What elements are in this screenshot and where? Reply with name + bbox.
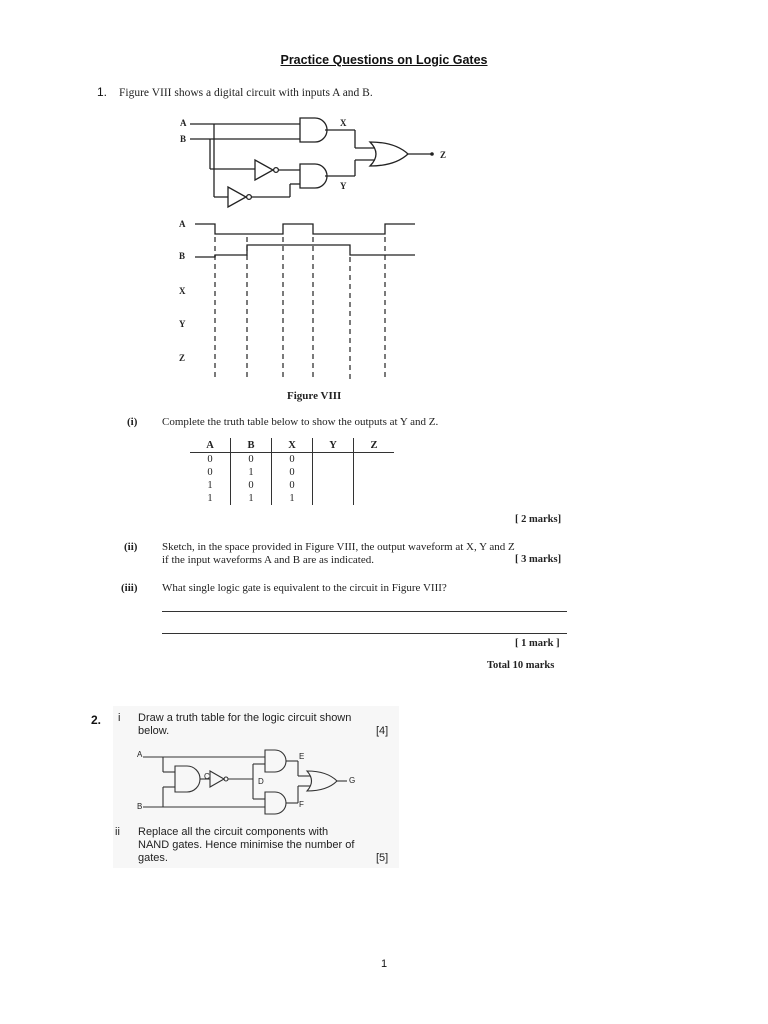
q2-part-ii-marks: [5] (376, 852, 389, 864)
q1-part-iii-marks: [ 1 mark ] (515, 638, 560, 649)
table-row (190, 466, 394, 479)
q2-number: 2. (91, 713, 102, 727)
tt-cell: 1 (207, 480, 213, 491)
q1-part-i-text: Complete the truth table below to show the outputs at Y and Z. (162, 416, 439, 428)
wave-label-z: Z (179, 353, 186, 363)
answer-line[interactable] (162, 611, 567, 612)
tt-cell-blank[interactable] (313, 492, 354, 505)
q1-part-i-marks: [ 2 marks] (515, 514, 562, 525)
q1-part-iii-text: What single logic gate is equivalent to the circuit in Figure VIII? (162, 582, 447, 594)
tt-header-a: A (190, 438, 231, 453)
page-title: Practice Questions on Logic Gates (280, 53, 488, 67)
q1-label-y: Y (340, 181, 347, 191)
q1-label-z: Z (440, 150, 447, 160)
q2-part-ii-label: ii (115, 826, 120, 838)
wave-label-b: B (179, 251, 186, 261)
q1-number: 1. (97, 85, 108, 99)
table-row (190, 492, 394, 505)
q2-label-g: G (349, 776, 356, 785)
q2-label-d: D (258, 777, 264, 786)
table-row (190, 479, 394, 492)
q2-label-c: C (204, 772, 210, 781)
tt-cell: 0 (272, 479, 313, 492)
q1-intro: Figure VIII shows a digital circuit with inputs A and B. (119, 87, 373, 99)
wave-label-y: Y (179, 319, 186, 329)
tt-cell-blank[interactable] (313, 453, 354, 467)
q2-label-b: B (137, 802, 143, 811)
q1-part-ii-label: (ii) (124, 541, 138, 553)
tt-cell: 0 (231, 479, 272, 492)
tt-header-z: Z (354, 438, 395, 453)
wave-label-a: A (179, 219, 186, 229)
q1-truth-table (190, 438, 394, 505)
q1-total-marks: Total 10 marks (487, 660, 555, 671)
tt-cell: 0 (272, 466, 313, 479)
figure-caption: Figure VIII (287, 390, 342, 402)
q2-label-f: F (299, 800, 304, 809)
tt-header-x: X (272, 438, 313, 453)
q2-label-a: A (137, 750, 143, 759)
q1-part-ii-marks: [ 3 marks] (515, 554, 562, 565)
q2-part-ii-line1: Replace all the circuit components with (138, 826, 329, 838)
q1-label-a: A (180, 118, 187, 128)
tt-cell: 1 (231, 492, 272, 505)
tt-header-y: Y (313, 438, 354, 453)
tt-cell: 1 (207, 493, 213, 504)
q2-part-i-line1: Draw a truth table for the logic circuit shown (138, 712, 352, 724)
tt-cell-blank[interactable] (354, 453, 395, 467)
tt-cell: 1 (231, 466, 272, 479)
tt-cell: 0 (207, 467, 213, 478)
answer-line[interactable] (162, 633, 567, 634)
tt-cell-blank[interactable] (354, 479, 395, 492)
tt-cell-blank[interactable] (313, 466, 354, 479)
q1-part-iii-label: (iii) (121, 582, 138, 594)
q2-circuit-diagram (135, 744, 365, 819)
tt-cell: 1 (272, 492, 313, 505)
tt-cell: 0 (272, 453, 313, 467)
q2-label-e: E (299, 752, 305, 761)
tt-cell: 0 (231, 453, 272, 467)
tt-cell-blank[interactable] (313, 479, 354, 492)
q1-waveform-diagram (195, 215, 425, 380)
q1-label-x: X (340, 118, 347, 128)
page-number: 1 (380, 958, 388, 970)
q2-part-ii-line2: NAND gates. Hence minimise the number of (138, 839, 355, 851)
q1-circuit-diagram (170, 112, 460, 212)
q1-part-i-label: (i) (127, 416, 138, 428)
q1-part-ii-line1: Sketch, in the space provided in Figure VIII, the output waveform at X, Y and Z (162, 541, 515, 553)
q2-part-i-marks: [4] (376, 725, 389, 737)
q2-part-i-label: i (118, 712, 121, 724)
tt-cell: 0 (207, 454, 213, 465)
wave-label-x: X (179, 286, 186, 296)
q1-part-ii-line2: if the input waveforms A and B are as indicated. (162, 554, 374, 566)
q2-part-ii-line3: gates. (138, 852, 168, 864)
q2-part-i-line2: below. (138, 725, 170, 737)
tt-cell-blank[interactable] (354, 466, 395, 479)
q1-label-b: B (180, 134, 187, 144)
tt-cell-blank[interactable] (354, 492, 395, 505)
tt-header-b: B (231, 438, 272, 453)
table-row (190, 453, 394, 467)
